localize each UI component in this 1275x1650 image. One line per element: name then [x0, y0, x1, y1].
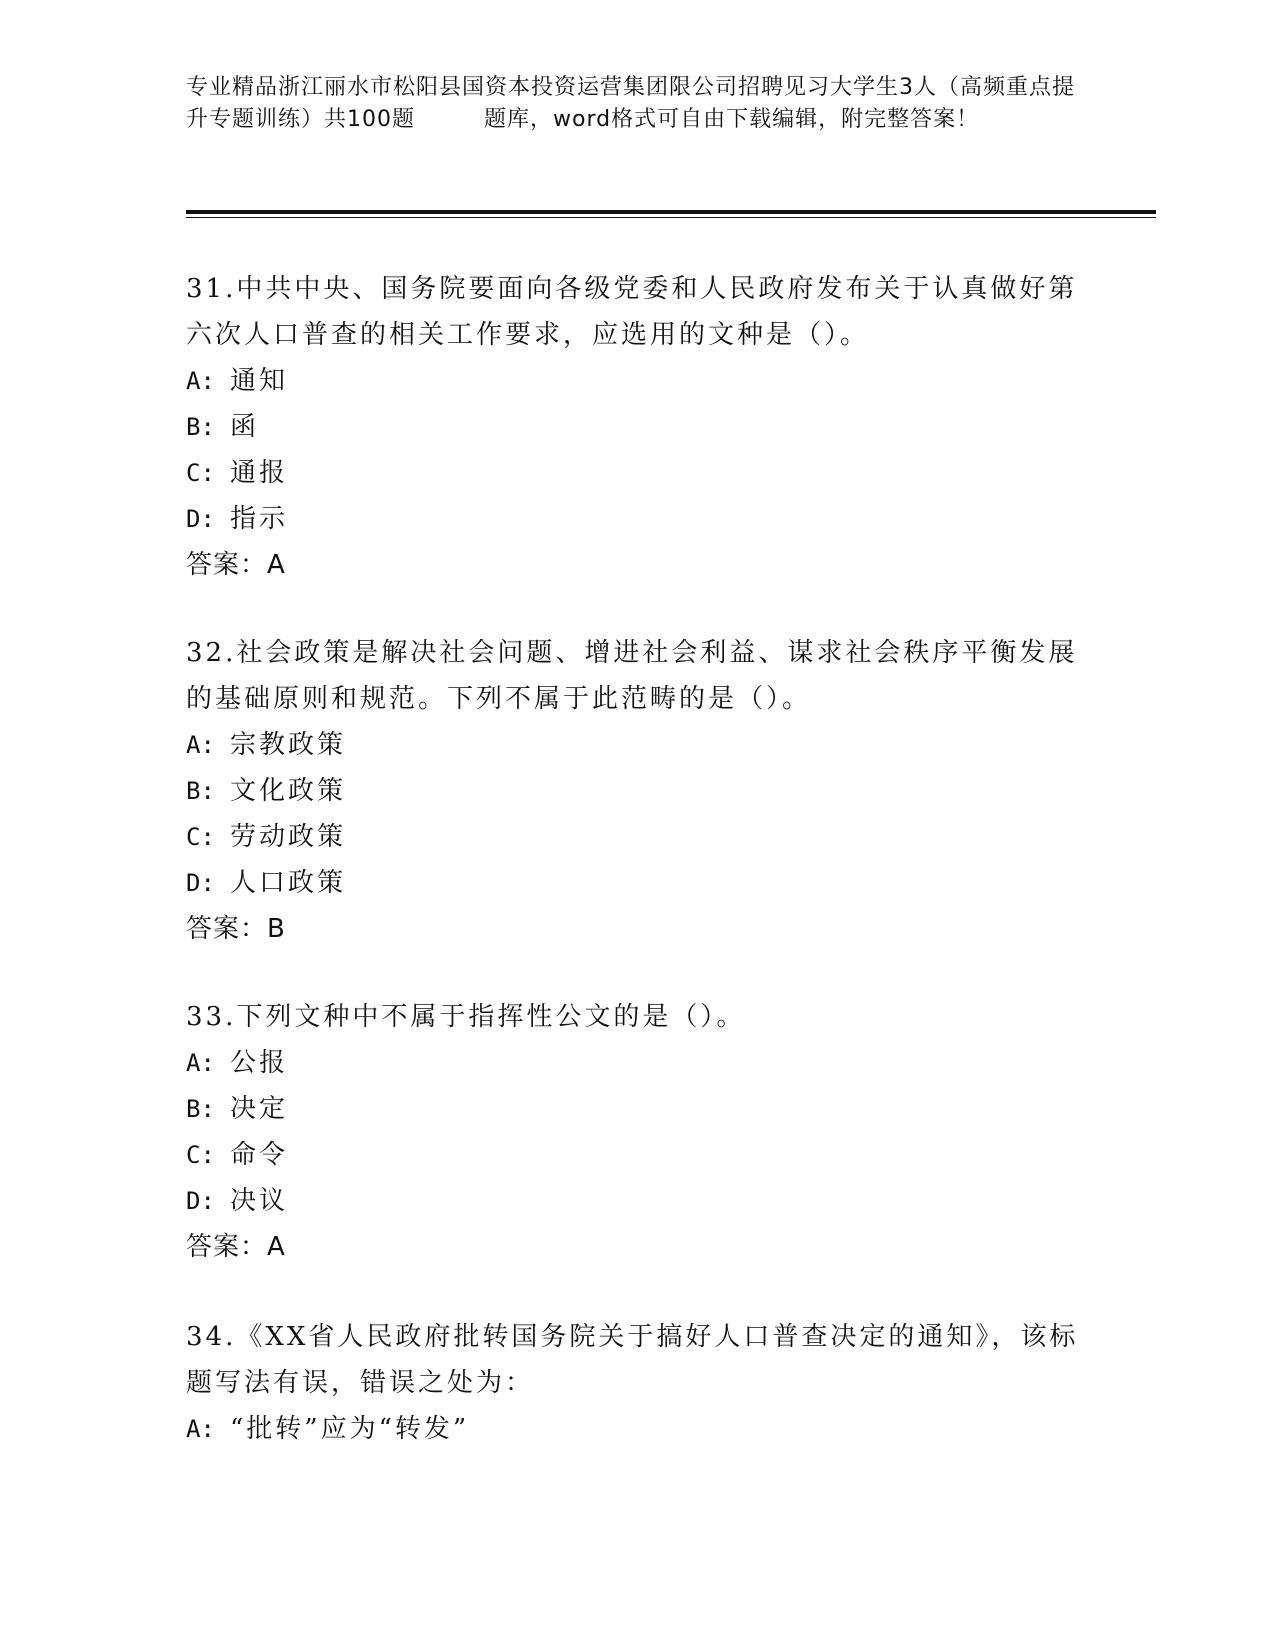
- option-key: A:: [186, 731, 215, 759]
- question-stem: 32.社会政策是解决社会问题、增进社会利益、谋求社会秩序平衡发展的基础原则和规范。下列不属于此范畴的是（）。: [186, 638, 1078, 714]
- option-b: [186, 404, 1086, 450]
- option-d: [186, 1178, 1086, 1224]
- option-text: 决议: [230, 1186, 289, 1216]
- option-key: A:: [186, 1049, 215, 1077]
- answer-line: 答案：A: [186, 1232, 286, 1262]
- option-text: 通报: [230, 458, 289, 488]
- question-stem: 31.中共中央、国务院要面向各级党委和人民政府发布关于认真做好第六次人口普查的相关工作要求，应选用的文种是（）。: [186, 274, 1078, 350]
- option-key: A:: [186, 367, 215, 395]
- answer-line: 答案：A: [186, 550, 286, 580]
- option-a: [186, 722, 1086, 768]
- option-c: [186, 450, 1086, 496]
- option-b: [186, 1086, 1086, 1132]
- option-text: 公报: [230, 1048, 289, 1078]
- option-key: B:: [186, 1095, 215, 1123]
- question-32: [186, 630, 1086, 952]
- option-a: [186, 358, 1086, 404]
- option-a: [186, 1406, 1086, 1452]
- option-b: [186, 768, 1086, 814]
- option-text: 劳动政策: [230, 822, 347, 852]
- option-text: 人口政策: [230, 868, 347, 898]
- question-33: [186, 994, 1086, 1270]
- option-key: D:: [186, 505, 215, 533]
- option-text: 函: [230, 412, 260, 442]
- question-stem: 34.《XX省人民政府批转国务院关于搞好人口普查决定的通知》，该标题写法有误，错误之处为：: [186, 1322, 1079, 1398]
- option-key: D:: [186, 869, 215, 897]
- option-key: C:: [186, 1141, 215, 1169]
- option-key: A:: [186, 1415, 215, 1443]
- option-text: 通知: [230, 366, 289, 396]
- option-c: [186, 814, 1086, 860]
- option-text: 命令: [230, 1140, 289, 1170]
- option-d: [186, 860, 1086, 906]
- option-key: B:: [186, 777, 215, 805]
- document-header: 专业精品浙江丽水市松阳县国资本投资运营集团限公司招聘见习大学生3人（高频重点提升专题训练）共100题 题库，word格式可自由下载编辑，附完整答案！: [186, 75, 1075, 132]
- option-c: [186, 1132, 1086, 1178]
- header-divider-thick: [186, 210, 1156, 214]
- question-stem: 33.下列文种中不属于指挥性公文的是（）。: [186, 1002, 746, 1032]
- option-text: 指示: [230, 504, 289, 534]
- option-key: D:: [186, 1187, 215, 1215]
- option-text: 宗教政策: [230, 730, 347, 760]
- question-34: [186, 1314, 1086, 1452]
- option-key: C:: [186, 459, 215, 487]
- option-text: “批转”应为“转发”: [230, 1414, 470, 1444]
- answer-line: 答案：B: [186, 914, 286, 944]
- option-a: [186, 1040, 1086, 1086]
- option-key: C:: [186, 823, 215, 851]
- option-d: [186, 496, 1086, 542]
- option-text: 决定: [230, 1094, 289, 1124]
- option-text: 文化政策: [230, 776, 347, 806]
- question-31: [186, 266, 1086, 588]
- option-key: B:: [186, 413, 215, 441]
- header-divider-thin: [186, 217, 1156, 218]
